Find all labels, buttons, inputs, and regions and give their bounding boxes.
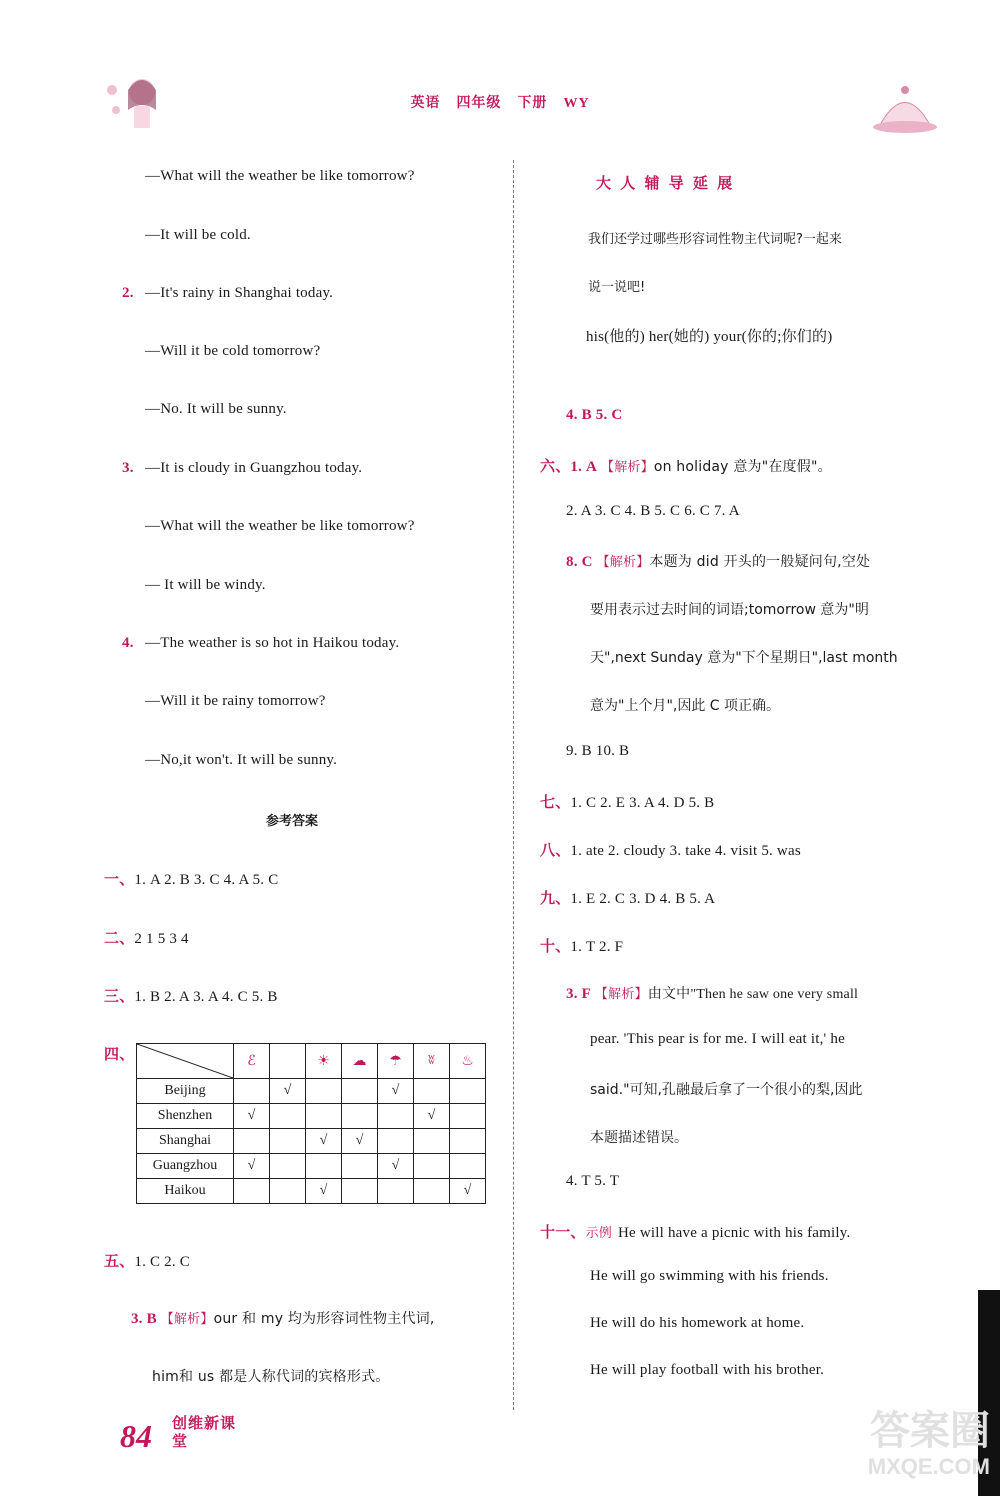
answer-line: 4. T 5. T <box>566 1173 620 1189</box>
cold-icon: ℰ <box>234 1044 270 1079</box>
mark-cell <box>342 1104 378 1129</box>
mark-cell <box>306 1154 342 1179</box>
mark-cell <box>414 1129 450 1154</box>
example-answer: 十一、示例 He will have a picnic with his family. <box>540 1223 851 1241</box>
intro-text: 说一说吧! <box>588 280 646 295</box>
item-number: 3. <box>122 460 134 476</box>
dialog-line: —It will be cold. <box>145 227 251 243</box>
table-row <box>137 1129 486 1154</box>
mark-cell <box>414 1179 450 1204</box>
example-line: He will go swimming with his friends. <box>590 1268 829 1284</box>
watermark: 答案圈 MXQE.COM <box>867 1408 990 1479</box>
dialog-line: —Will it be rainy tomorrow? <box>145 693 326 709</box>
mark-cell <box>234 1179 270 1204</box>
mark-cell: √ <box>270 1079 306 1104</box>
answer-line: 9. B 10. B <box>566 743 630 759</box>
diagonal-header-cell <box>137 1044 234 1079</box>
answer-line: 4. B 5. C <box>566 407 623 423</box>
column-divider <box>513 160 514 1410</box>
mark-cell <box>306 1079 342 1104</box>
answer-label: 四、 <box>104 1045 135 1063</box>
dialog-line: —What will the weather be like tomorrow? <box>145 168 415 184</box>
city-cell: Shenzhen <box>137 1104 234 1129</box>
mark-cell: √ <box>378 1079 414 1104</box>
cloudy-icon: ☁ <box>342 1044 378 1079</box>
answer-line: 五、1. C 2. C <box>104 1252 190 1270</box>
answer-explanation: 3. B 【解析】our 和 my 均为形容词性物主代词, <box>131 1311 435 1327</box>
item-number: 4. <box>122 635 134 651</box>
mark-cell <box>450 1154 486 1179</box>
explanation-line: 本题描述错误。 <box>590 1130 688 1146</box>
mark-cell <box>342 1179 378 1204</box>
explanation-line: pear. 'This pear is for me. I will eat it,' he <box>590 1031 845 1047</box>
explanation-line: 要用表示过去时间的词语;tomorrow 意为"明 <box>590 602 869 618</box>
mark-cell: √ <box>414 1104 450 1129</box>
mark-cell <box>342 1079 378 1104</box>
mark-cell <box>270 1129 306 1154</box>
city-cell: Haikou <box>137 1179 234 1204</box>
hot-icon: ♨ <box>450 1044 486 1079</box>
mark-cell: √ <box>306 1129 342 1154</box>
mark-cell <box>270 1104 306 1129</box>
answer-line: 八、1. ate 2. cloudy 3. take 4. visit 5. was <box>540 841 801 859</box>
city-cell: Guangzhou <box>137 1154 234 1179</box>
item-number: 2. <box>122 285 134 301</box>
explanation-line: 天",next Sunday 意为"下个星期日",last month <box>590 650 898 666</box>
answer-line: 十、1. T 2. F <box>540 937 624 955</box>
dialog-line: —It's rainy in Shanghai today. <box>145 285 334 301</box>
mark-cell <box>234 1129 270 1154</box>
dialog-line: —No,it won't. It will be sunny. <box>145 752 338 768</box>
example-line: He will play football with his brother. <box>590 1362 825 1378</box>
sunny-icon: ☀ <box>306 1044 342 1079</box>
mark-cell: √ <box>234 1154 270 1179</box>
answer-line: 2. A 3. C 4. B 5. C 6. C 7. A <box>566 503 740 519</box>
mark-cell <box>270 1179 306 1204</box>
pronoun-list: his(他的) her(她的) your(你的;你们的) <box>586 329 833 345</box>
dialog-line: — It will be windy. <box>145 577 266 593</box>
answer-explanation: 六、1. A 【解析】on holiday 意为"在度假"。 <box>540 457 832 475</box>
example-line: He will do his homework at home. <box>590 1315 805 1331</box>
weather-table <box>136 1043 486 1204</box>
mark-cell <box>342 1154 378 1179</box>
answer-explanation-line: him和 us 都是人称代词的宾格形式。 <box>152 1369 390 1385</box>
table-row <box>137 1179 486 1204</box>
section-title: 大 人 辅 导 延 展 <box>596 174 735 192</box>
mark-cell <box>306 1104 342 1129</box>
dome-illustration-icon <box>860 80 950 135</box>
table-row <box>137 1079 486 1104</box>
mark-cell <box>414 1154 450 1179</box>
city-cell: Shanghai <box>137 1129 234 1154</box>
dialog-line: —The weather is so hot in Haikou today. <box>145 635 400 651</box>
explanation-line: 意为"上个月",因此 C 项正确。 <box>590 698 781 714</box>
rainy-icon: ☂ <box>378 1044 414 1079</box>
city-cell: Beijing <box>137 1079 234 1104</box>
answer-explanation: 3. F 【解析】由文中"Then he saw one very small <box>566 986 859 1002</box>
page-number: 84 <box>120 1418 152 1454</box>
answer-line: 九、1. E 2. C 3. D 4. B 5. A <box>540 889 716 907</box>
intro-text: 我们还学过哪些形容词性物主代词呢?一起来 <box>588 232 842 247</box>
mark-cell: √ <box>342 1129 378 1154</box>
answers-title: 参考答案 <box>266 814 319 829</box>
answer-line: 三、1. B 2. A 3. A 4. C 5. B <box>104 987 278 1005</box>
mark-cell: √ <box>234 1104 270 1129</box>
mark-cell <box>378 1129 414 1154</box>
dialog-line: —It is cloudy in Guangzhou today. <box>145 460 363 476</box>
page-header: 英语 四年级 下册 WY <box>410 96 590 111</box>
dialog-line: —No. It will be sunny. <box>145 401 287 417</box>
mark-cell <box>234 1079 270 1104</box>
mark-cell: √ <box>306 1179 342 1204</box>
explanation-line: said."可知,孔融最后拿了一个很小的梨,因此 <box>590 1082 863 1098</box>
diagonal-line-icon <box>137 1044 233 1078</box>
windy-icon: ʬ <box>414 1044 450 1079</box>
mark-cell: √ <box>378 1154 414 1179</box>
brand-logo: 创维新课堂 <box>172 1414 237 1450</box>
mark-cell <box>450 1129 486 1154</box>
table-row <box>137 1104 486 1129</box>
mark-cell <box>270 1154 306 1179</box>
mark-cell <box>378 1104 414 1129</box>
mark-cell <box>378 1179 414 1204</box>
mark-cell <box>450 1079 486 1104</box>
mark-cell <box>450 1104 486 1129</box>
dialog-line: —What will the weather be like tomorrow? <box>145 518 415 534</box>
mark-cell: √ <box>450 1179 486 1204</box>
answer-line: 一、1. A 2. B 3. C 4. A 5. C <box>104 870 279 888</box>
answer-explanation: 8. C 【解析】本题为 did 开头的一般疑问句,空处 <box>566 554 871 570</box>
dialog-line: —Will it be cold tomorrow? <box>145 343 321 359</box>
table-header-row <box>137 1044 486 1079</box>
mark-cell <box>414 1079 450 1104</box>
answer-line: 七、1. C 2. E 3. A 4. D 5. B <box>540 793 715 811</box>
answer-line: 二、2 1 5 3 4 <box>104 929 189 947</box>
table-row <box>137 1154 486 1179</box>
weather-icon <box>270 1044 306 1079</box>
